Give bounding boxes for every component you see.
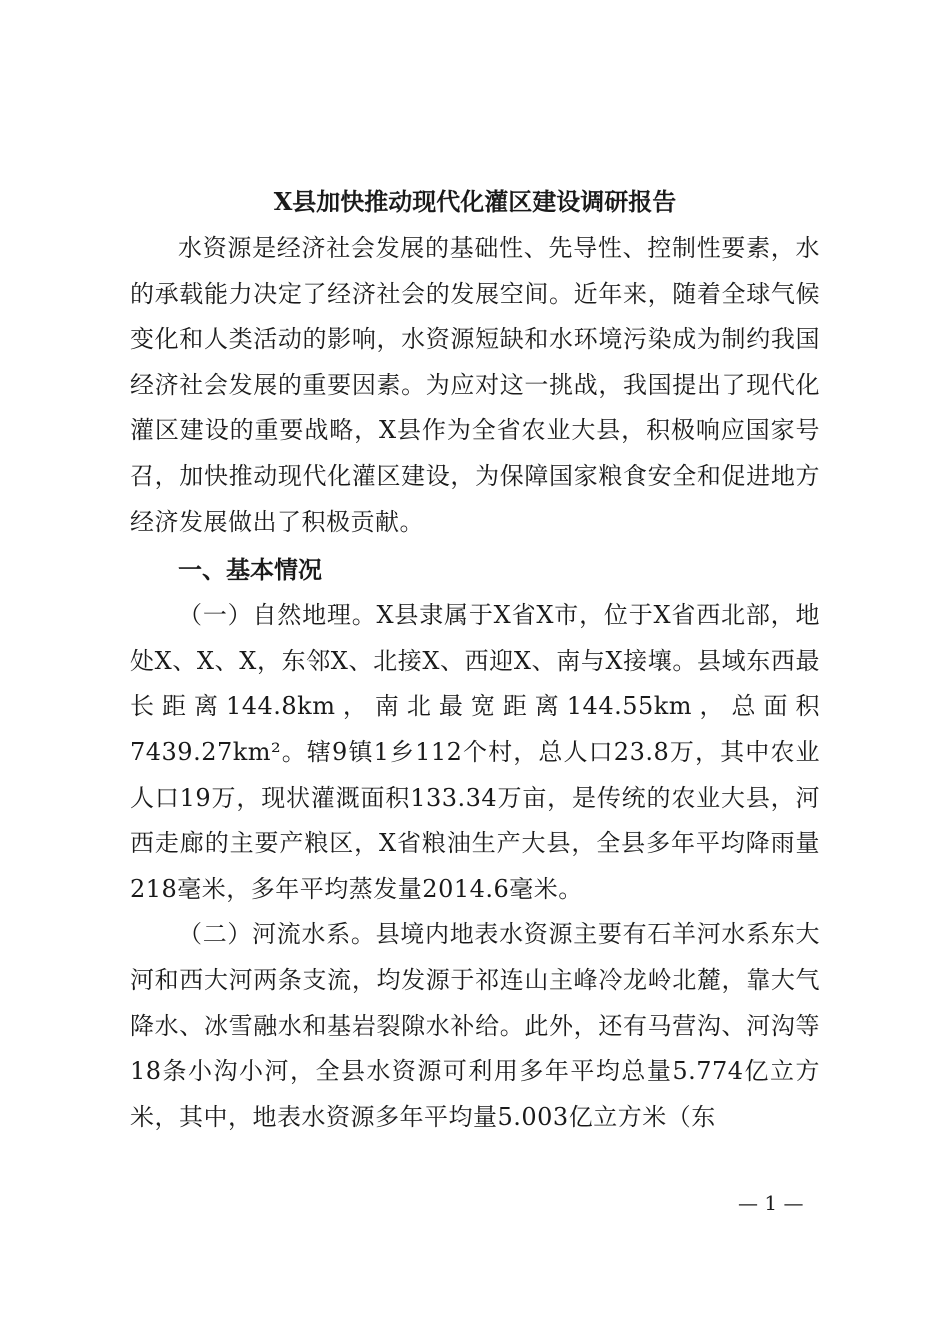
- intro-paragraph: 水资源是经济社会发展的基础性、先导性、控制性要素，水的承载能力决定了经济社会的发展空间。近年来，随着全球气候变化和人类活动的影响，水资源短缺和水环境污染成为制约我国经济社会发展的重要因素。为应对这一挑战，我国提出了现代化灌区建设的重要战略，X县作为全省农业大县，积极响应国家号召，加快推动现代化灌区建设，为保障国家粮食安全和促进地方经济发展做出了积极贡献。: [130, 234, 820, 536]
- document-body: [130, 178, 820, 1140]
- section-heading-basic-situation: 一、基本情况: [178, 556, 322, 585]
- document-title: X县加快推动现代化灌区建设调研报告: [273, 187, 677, 216]
- paragraph-natural-geography: （一）自然地理。X县隶属于X省X市，位于X省西北部，地处X、X、X，东邻X、北接X、西迎X、南与X接壤。县域东西最长距离144.8km，南北最宽距离144.55km，总面积7439.27km²。辖9镇1乡112个村，总人口23.8万，其中农业人口19万，现状灌溉面积133.34万亩，是传统的农业大县，河西走廊的主要产粮区，X省粮油生产大县，全县多年平均降雨量218毫米，多年平均蒸发量2014.6毫米。: [130, 601, 820, 903]
- paragraph-river-system: （二）河流水系。县境内地表水资源主要有石羊河水系东大河和西大河两条支流，均发源于祁连山主峰冷龙岭北麓，靠大气降水、冰雪融水和基岩裂隙水补给。此外，还有马营沟、河沟等18条小沟小河，全县水资源可利用多年平均总量5.774亿立方米，其中，地表水资源多年平均量5.003亿立方米（东: [130, 920, 820, 1131]
- page-number: — 1 —: [738, 1191, 804, 1215]
